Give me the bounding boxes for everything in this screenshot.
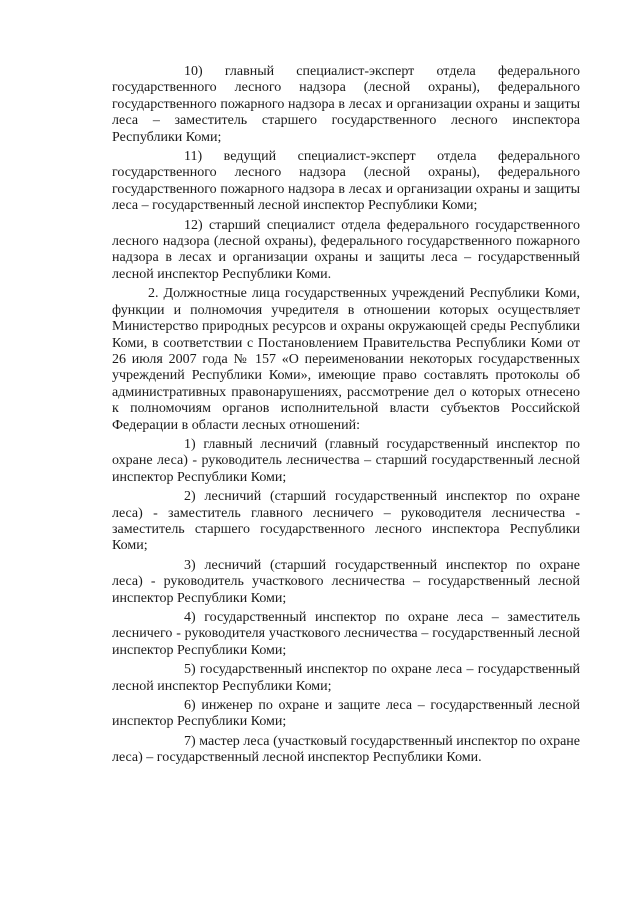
paragraph-text: 2. Должностные лица государственных учреждений Республики Коми, функции и полномочия учредителя в отношении которых осуществляет Министерство природных ресурсов и охраны окружающей среды Республики Коми, в соответствии с Постановлением Правительства Республики Коми от 26 июля 2007 года № 157 «О переименовании некоторых государственных учреждений Республики Коми», имеющие право составлять протоколы об административных правонарушениях, рассмотрение дел о которых отнесено к полномочиям органов исполнительной власти субъектов Российской Федерации в области лесных отношений: bbox=[112, 286, 580, 433]
item-number: 2) bbox=[184, 489, 196, 505]
paragraph-item-5 bbox=[112, 662, 580, 695]
paragraph-item-12 bbox=[112, 218, 580, 284]
paragraph-item-11 bbox=[112, 149, 580, 215]
item-number: 3) bbox=[184, 557, 196, 573]
paragraph-text: главный специалист-эксперт отдела федерального государственного лесного надзора (лесной охраны), федерального государственного пожарного надзора в лесах и организации охраны и защиты леса – заместитель старшего государственного лесного инспектора Республики Коми; bbox=[112, 64, 580, 145]
item-number: 6) bbox=[184, 698, 196, 714]
paragraph-text: лесничий (старший государственный инспектор по охране леса) - руководитель участкового лесничества – государственный лесной инспектор Республики Коми; bbox=[112, 557, 581, 606]
paragraph-item-1 bbox=[112, 437, 580, 486]
item-number: 11) bbox=[184, 149, 203, 165]
item-number: 10) bbox=[184, 64, 203, 79]
item-number: 7) bbox=[184, 733, 196, 749]
paragraph-item-10 bbox=[112, 64, 580, 146]
paragraph-text: старший специалист отдела федерального государственного лесного надзора (лесной охраны), федерального государственного пожарного надзора в лесах и организации охраны и защиты леса – государственный лесной инспектор Республики Коми. bbox=[112, 217, 580, 282]
paragraph-text: государственный инспектор по охране леса – заместитель лесничего - руководителя участкового лесничества – государственный лесной инспектор Республики Коми; bbox=[112, 610, 581, 658]
paragraph-item-2 bbox=[112, 489, 580, 555]
paragraph-text: государственный инспектор по охране леса – государственный лесной инспектор Республики Коми; bbox=[112, 662, 580, 694]
paragraph-text: инженер по охране и защите леса – государственный лесной инспектор Республики Коми; bbox=[112, 698, 581, 730]
paragraph-text: мастер леса (участковый государственный инспектор по охране леса) – государственный лесной инспектор Республики Коми. bbox=[112, 733, 580, 766]
item-number: 5) bbox=[184, 662, 196, 678]
paragraph-item-3 bbox=[112, 558, 580, 607]
item-number: 4) bbox=[184, 610, 196, 625]
paragraph-text: ведущий специалист-эксперт отдела федерального государственного лесного надзора (лесной охраны), федерального государственного пожарного надзора в лесах и организации охраны и защиты леса – государственный лесной инспектор Республики Коми; bbox=[112, 149, 580, 214]
paragraph-text: лесничий (старший государственный инспектор по охране леса) - заместитель главного лесничего – руководителя лесничества - заместитель старшего государственного лесного инспектора Республики Коми; bbox=[112, 489, 581, 554]
paragraph-item-7 bbox=[112, 734, 580, 767]
paragraph-text: главный лесничий (главный государственный инспектор по охране леса) - руководитель лесничества – старший государственный лесной инспектор Республики Коми; bbox=[112, 436, 581, 485]
paragraph-item-6 bbox=[112, 698, 580, 731]
paragraph-section-2 bbox=[112, 286, 580, 434]
paragraph-item-4 bbox=[112, 610, 580, 659]
item-number: 12) bbox=[184, 217, 203, 233]
item-number: 1) bbox=[184, 436, 196, 452]
